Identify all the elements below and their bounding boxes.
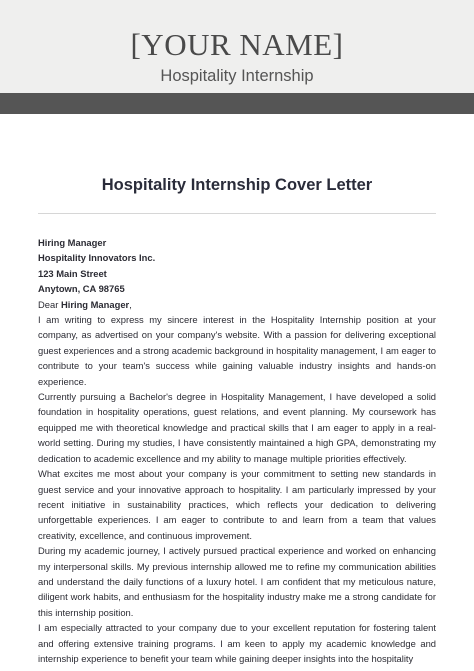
document-title: Hospitality Internship Cover Letter: [101, 176, 373, 194]
letter-paragraph: During my academic journey, I actively pursued practical experience and worked on enhancing my interpersonal skills. My previous internship allowed me to refine my communication abilities and understand the daily functions of a luxury hotel. I am confident that my meticulous nature, diligent work habits, and enthusiasm for the hospitality industry make me a strong candidate for this internship position.: [38, 545, 436, 618]
letter-paragraph: Currently pursuing a Bachelor's degree in Hospitality Management, I have developed a solid foundation in hospitality operations, guest relations, and event planning. My coursework has equipped me with theoretical knowledge and practical skills that I am eager to apply in a real-world setting. During my studies, I have consistently maintained a high GPA, demonstrating my dedication to academic excellence and my ability to manage multiple priorities effectively.: [38, 391, 436, 464]
letterhead-subtitle: Hospitality Internship: [160, 67, 314, 85]
greeting: [38, 297, 436, 312]
title-divider: [38, 213, 436, 214]
letter-paragraph: I am especially attracted to your company due to your excellent reputation for fostering talent and offering extensive training programs. I am keen to apply my academic knowledge and internship experience to benefit your team while gaining deeper insights into the hospitality: [38, 622, 436, 664]
recipient-line: Anytown, CA 98765: [38, 283, 125, 295]
recipient-line: 123 Main Street: [38, 267, 107, 279]
letter-paragraph: I am writing to express my sincere interest in the Hospitality Internship position at your company, as advertised on your company's website. With a passion for delivering exceptional guest experiences and a strong academic background in hospitality management, I am eager to contribute to your team's success while gaining valuable industry insights and hands-on experience.: [38, 314, 436, 387]
greeting-prefix: Dear: [38, 298, 61, 310]
greeting-suffix: ,: [129, 298, 132, 310]
recipient-line: Hospitality Innovators Inc.: [38, 252, 156, 264]
applicant-name: [YOUR NAME]: [130, 27, 344, 62]
letter-paragraph: What excites me most about your company is your commitment to setting new standards in guest service and your innovative approach to hospitality. I am particularly impressed by your recent initiative in sustainability practices, which reflects your dedication to delivering unforgettable experiences. I am eager to contribute to and learn from a team that values creativity, excellence, and continuous improvement.: [38, 468, 436, 541]
letterhead: [0, 0, 474, 93]
letter-body: [38, 235, 436, 666]
greeting-name: Hiring Manager: [60, 298, 130, 310]
header-divider-band: [0, 93, 474, 114]
recipient-line: Hiring Manager: [38, 237, 107, 248]
